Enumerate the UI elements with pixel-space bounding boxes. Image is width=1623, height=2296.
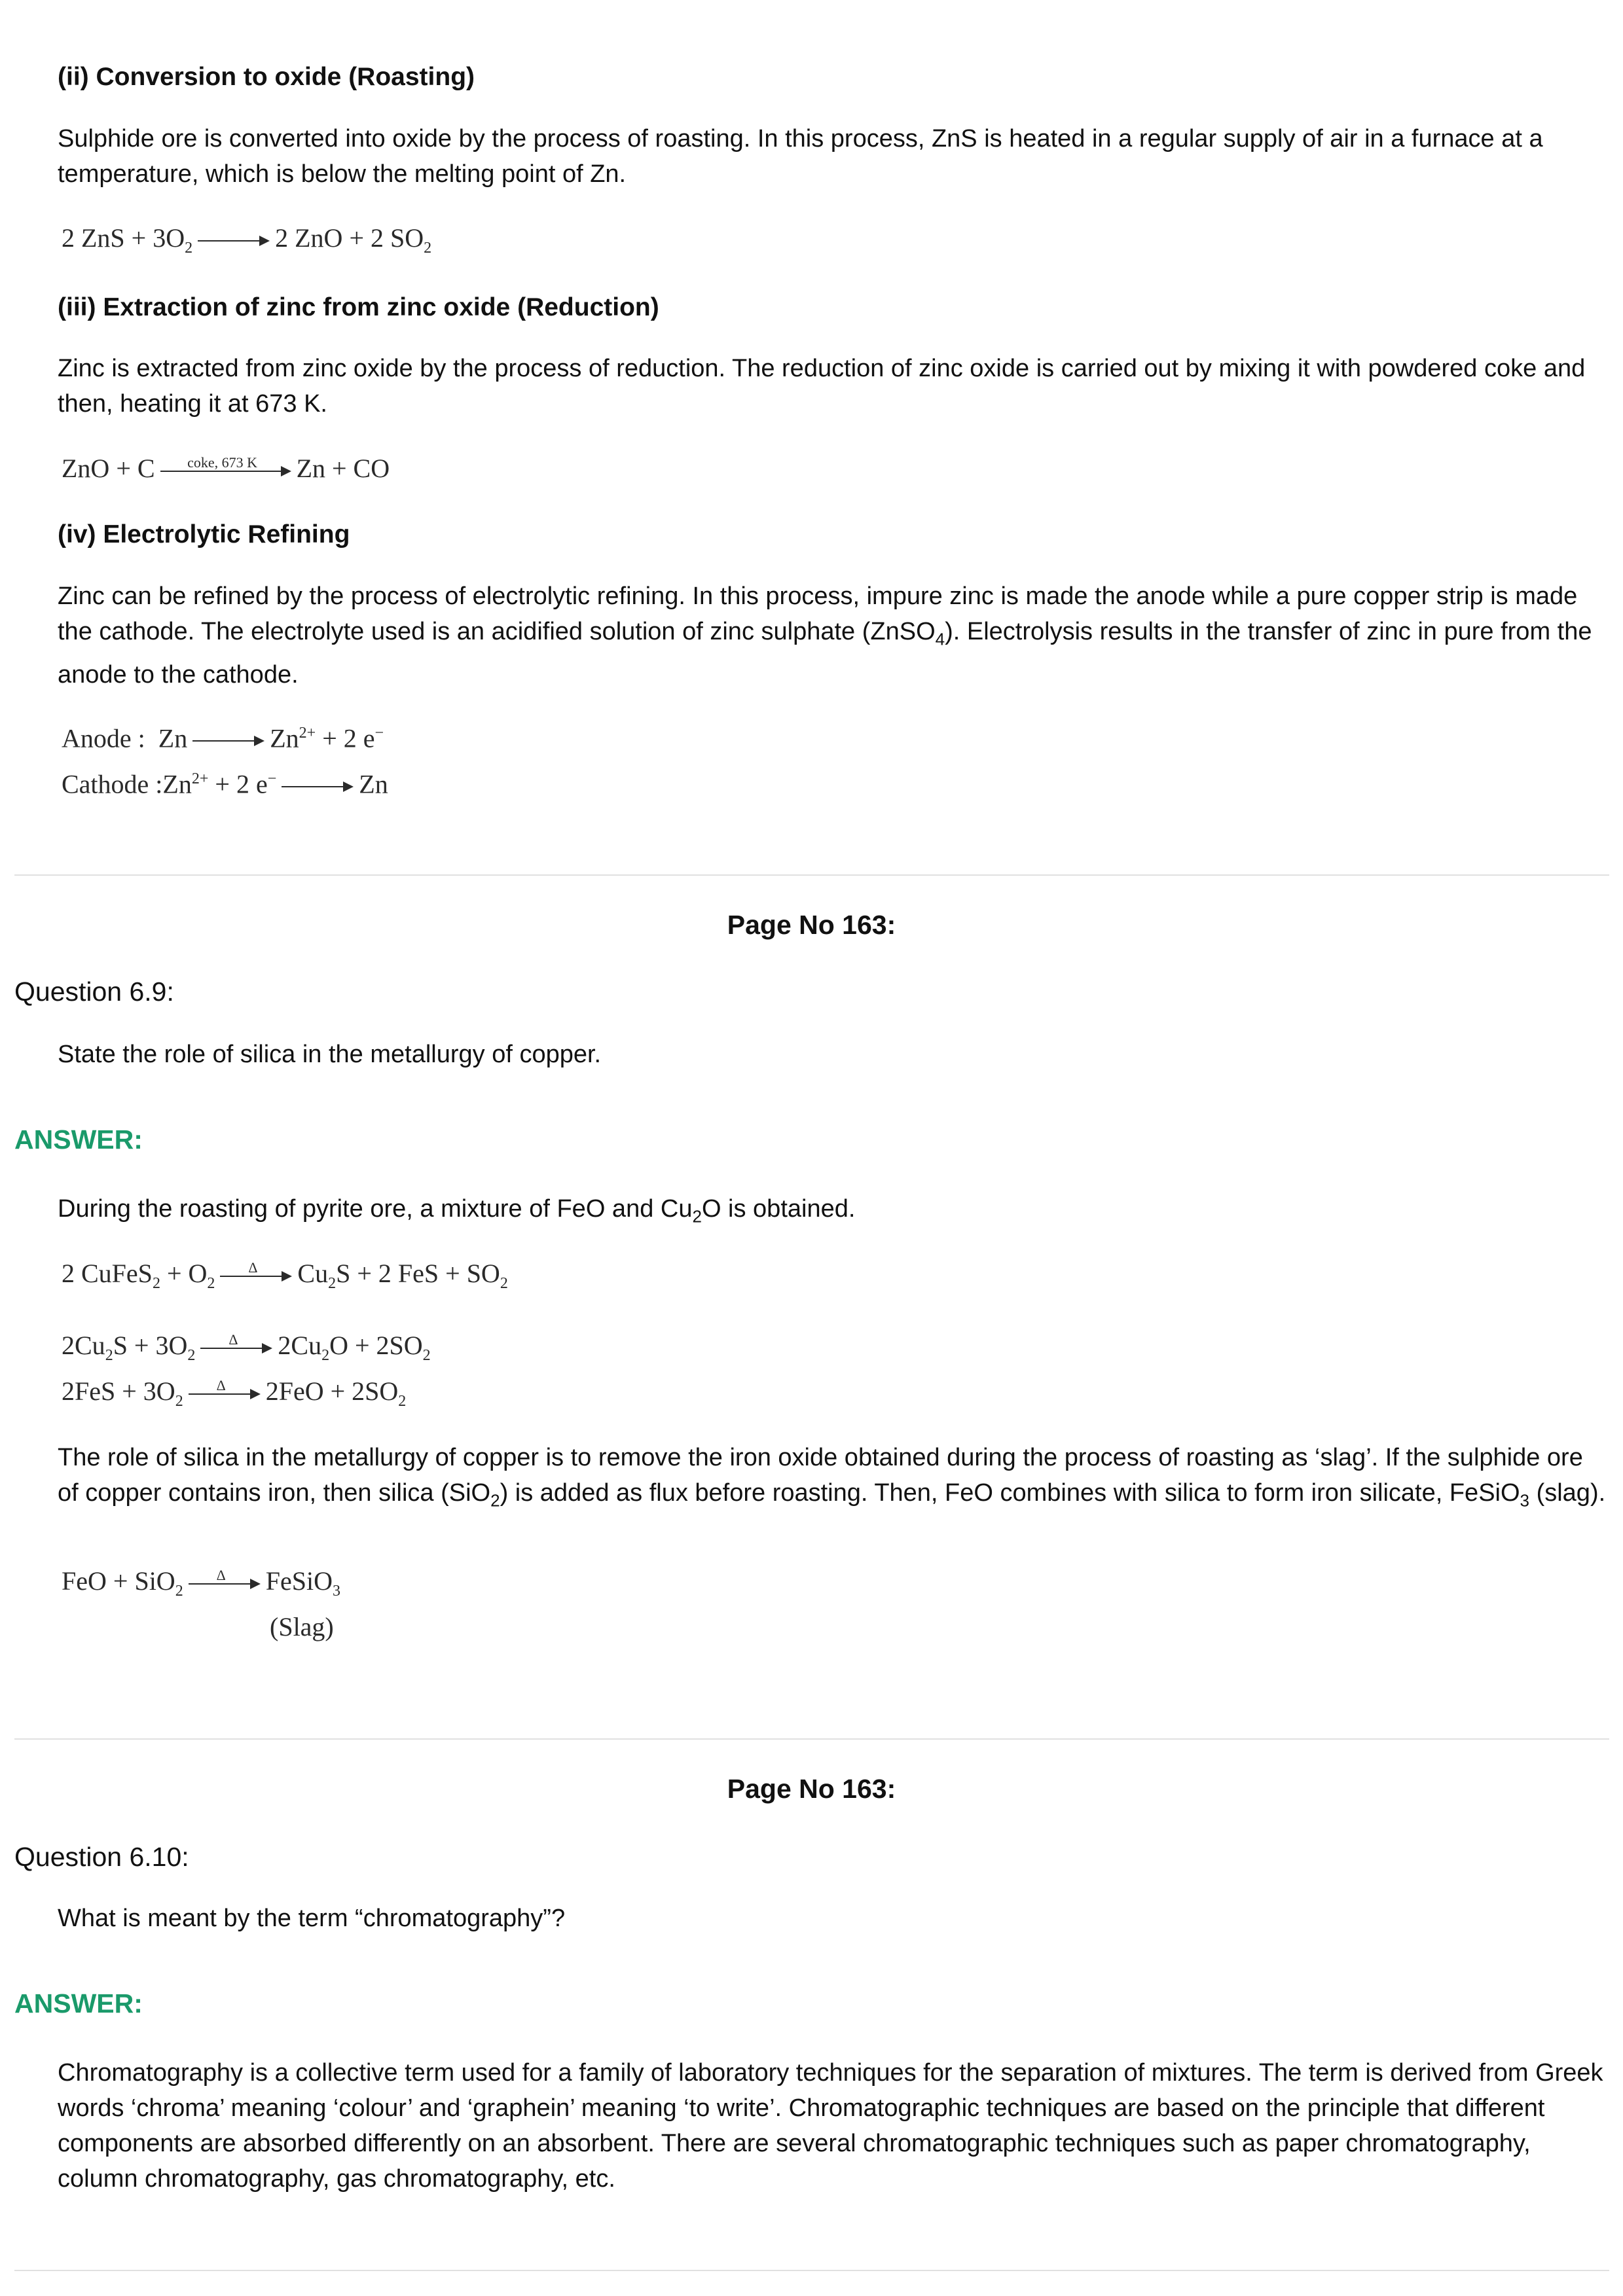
question-label: Question 6.9:	[14, 977, 174, 1007]
equation-zns-roasting: 2 ZnS + $3O_2$ 2 ZnO + 2 $SO_2$	[62, 223, 432, 257]
reaction-arrow-icon	[192, 731, 264, 751]
equation-cathode: Cathode $:Zn^{2+} + 2$ e− Zn	[62, 769, 388, 799]
answer-label: ANSWER:	[14, 1988, 143, 2018]
reaction-arrow-icon	[200, 1331, 272, 1358]
answer-text-end: (slag).	[1529, 1479, 1606, 1507]
answer-text-end: O is obtained.	[701, 1195, 856, 1223]
subscript: 2	[692, 1206, 702, 1227]
subscript: 2	[490, 1490, 500, 1511]
paragraph-roasting: Sulphide ore is converted into oxide by the process of roasting. In this process, ZnS is heated in a regular supply of air in a furnace at a temperature, which is below the melting point of Zn.	[58, 125, 1543, 188]
reaction-arrow-icon	[189, 1376, 261, 1404]
page-number-heading: Page No 163:	[727, 910, 896, 940]
section-divider	[14, 2270, 1609, 2271]
answer-text: The role of silica in the metallurgy of copper is to remove the iron oxide obtained during the process of roasting as ‘slag’. If the sulphide ore of copper contains iron, then silica (SiO	[58, 1444, 1583, 1507]
reaction-condition: coke, 673 K	[187, 454, 258, 471]
question-text: State the role of silica in the metallurgy of copper.	[58, 1041, 602, 1068]
answer-paragraph-2	[58, 1440, 1609, 1518]
section-divider	[14, 1738, 1609, 1740]
section-heading-refining: (iv) Electrolytic Refining	[58, 520, 350, 548]
equation-cu2s-oxidation: $2Cu_2S + 3O_2$ Δ $2Cu_2O + 2SO_2$	[62, 1330, 431, 1371]
section-divider	[14, 874, 1609, 876]
reaction-arrow-icon	[160, 454, 291, 481]
subscript: 3	[1520, 1490, 1530, 1511]
answer-label: ANSWER:	[14, 1124, 143, 1155]
question-text: What is meant by the term “chromatography”?	[58, 1905, 566, 1932]
cathode-label: Cathode :	[62, 769, 163, 799]
reaction-arrow-icon	[198, 231, 270, 251]
answer-paragraph: Chromatography is a collective term used for a family of laboratory techniques for the separation of mixtures. The term is derived from Greek words ‘chroma’ meaning ‘colour’ and ‘graphein’ meaning ‘to write’. Chromatographic techniques are based on the principle that different components are absorbed differently on an absorbent. There are several chromatographic techniques such as paper chromatography, column chromatography, gas chromatography, etc.	[58, 2059, 1603, 2193]
reaction-arrow-icon	[189, 1566, 261, 1594]
paragraph-refining-text-end: ). Electrolysis results in the transfer of zinc in pure from the anode to the cathode.	[58, 618, 1592, 689]
reaction-arrow-icon	[282, 777, 354, 797]
equation-zno-reduction: ZnO + C coke, 673 K Zn + CO	[62, 453, 390, 484]
heat-symbol: Δ	[216, 1566, 226, 1583]
question-label: Question 6.10:	[14, 1842, 189, 1872]
page-number-heading: Page No 163:	[727, 1774, 896, 1804]
heat-symbol: Δ	[228, 1331, 238, 1348]
equation-cufes2-roasting: 2 CuFeS$_2$ + $O_2$ Δ $Cu_2S + 2$ FeS + $SO_2$	[62, 1258, 508, 1299]
anode-label: Anode :	[62, 723, 145, 753]
answer-paragraph-1	[58, 1191, 1609, 1234]
heat-symbol: Δ	[248, 1259, 258, 1276]
equation-fes-oxidation: $2FeS + 3O_2$ Δ $2FeO + 2SO_2$	[62, 1376, 406, 1417]
heat-symbol: Δ	[216, 1376, 226, 1393]
equation-anode: Anode : Zn $Zn^{2+} + 2$ e−	[62, 723, 384, 753]
answer-text: During the roasting of pyrite ore, a mixture of FeO and Cu	[58, 1195, 693, 1223]
equation-slag-formation: FeO + SiO$_2$ Δ FeSiO$_3$	[62, 1566, 340, 1607]
section-heading-roasting: (ii) Conversion to oxide (Roasting)	[58, 63, 475, 91]
paragraph-refining	[58, 579, 1609, 692]
answer-text-middle: ) is added as flux before roasting. Then, FeO combines with silica to form iron silicate, FeSiO	[500, 1479, 1520, 1507]
reaction-arrow-icon	[220, 1259, 292, 1286]
subscript: 4	[935, 629, 945, 649]
paragraph-reduction: Zinc is extracted from zinc oxide by the process of reduction. The reduction of zinc oxide is carried out by mixing it with powdered coke and then, heating it at 673 K.	[58, 355, 1586, 418]
paragraph-refining-text: Zinc can be refined by the process of electrolytic refining. In this process, impure zinc is made the anode while a pure copper strip is made the cathode. The electrolyte used is an acidified solution of zinc sulphate (ZnSO	[58, 583, 1578, 645]
section-heading-reduction: (iii) Extraction of zinc from zinc oxide (Reduction)	[58, 293, 659, 321]
slag-label: (Slag)	[270, 1612, 334, 1641]
